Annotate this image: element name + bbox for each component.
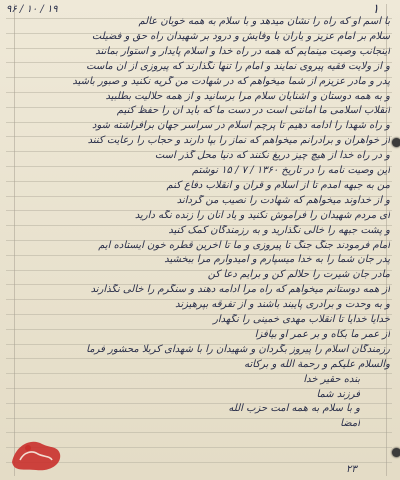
handwritten-line: از همه دوستانم میخواهم که راه مرا ادامه دهند و سنگرم را خالی نگذارند bbox=[90, 284, 390, 296]
handwritten-line: مادر جان شیرت را حلالم کن و برایم دعا کن bbox=[207, 269, 390, 281]
handwritten-line: و به وحدت و برادری پایبند باشند و از تفرقه بپرهیزند bbox=[175, 299, 390, 311]
handwritten-line: و از خداوند میخواهم که شهادت را نصیب من گرداند bbox=[176, 194, 390, 206]
handwritten-line: با اسم او که راه را نشان میدهد و با سلام به همه خوبان عالم bbox=[138, 16, 390, 27]
handwritten-line: و در راه خدا از هیچ چیز دریغ نکنند که دنیا محل گذر است bbox=[154, 150, 390, 162]
handwritten-line: و با سلام به همه امت حزب الله bbox=[228, 403, 360, 415]
red-emblem-logo bbox=[6, 432, 64, 476]
handwritten-line: این وصیت نامه را در تاریخ ۱۳۶۰ / ۷ / ۱۵ نوشتم bbox=[191, 165, 390, 176]
handwritten-line: و از ولایت فقیه پیروی نمایند و امام را تنها نگذارند که پیروزی از آن ماست bbox=[86, 60, 390, 72]
page-number: ۱ bbox=[372, 2, 379, 17]
handwritten-line: امضا bbox=[340, 418, 360, 430]
handwritten-line: بنده حقیر خدا bbox=[303, 373, 360, 385]
handwritten-line: و به همه دوستان و آشنایان سلام مرا برسانید و از همه حلالیت بطلبید bbox=[105, 90, 390, 102]
binder-hole-top bbox=[392, 138, 400, 147]
handwritten-line: سلام بر امام عزیز و یاران با وفایش و درود بر شهیدان راه حق و فضیلت bbox=[91, 30, 390, 42]
handwritten-line: از خواهران و برادرانم میخواهم که نماز را بپا دارند و حجاب را رعایت کنند bbox=[87, 135, 390, 147]
handwritten-line: و پشت جبهه را خالی نگذارید و به رزمندگان کمک کنید bbox=[168, 224, 390, 236]
handwritten-line: من به جبهه آمدم تا از اسلام و قرآن و انقلاب دفاع کنم bbox=[166, 179, 390, 191]
handwritten-line: رزمندگان اسلام را پیروز بگردان و شهیدان را با شهدای کربلا محشور فرما bbox=[86, 343, 390, 355]
handwritten-line: والسلام علیکم و رحمة الله و برکاته bbox=[244, 358, 390, 370]
handwritten-line: فرزند شما bbox=[316, 388, 360, 400]
handwritten-line: ای مردم شهیدان را فراموش نکنید و یاد آنان را زنده نگه دارید bbox=[134, 209, 390, 221]
handwritten-line: پدر و مادر عزیزم از شما میخواهم که در شهادت من گریه نکنید و صبور باشید bbox=[72, 75, 390, 87]
handwritten-line: پدر جان شما را به خدا میسپارم و امیدوارم مرا ببخشید bbox=[164, 254, 390, 266]
handwritten-line: و راه شهدا را ادامه دهیم تا پرچم اسلام در سراسر جهان برافراشته شود bbox=[92, 120, 390, 132]
handwritten-line: خدایا خدایا تا انقلاب مهدی خمینی را نگهدار bbox=[213, 314, 390, 325]
handwritten-line: انقلاب اسلامی ما امانتی است در دست ما که باید آن را حفظ کنیم bbox=[116, 105, 390, 117]
handwritten-line: اینجانب وصیت مینمایم که همه در راه خدا و اسلام پایدار و استوار بمانند bbox=[95, 45, 390, 57]
header-date: ۹۶ / ۱۰ / ۱۹ bbox=[6, 4, 58, 15]
handwritten-line: امام فرمودند جنگ جنگ تا پیروزی و ما تا آخرین قطره خون ایستاده ایم bbox=[98, 239, 390, 251]
handwritten-line: از عمر ما بکاه و بر عمر او بیافزا bbox=[254, 328, 390, 340]
binder-hole-bottom bbox=[392, 448, 400, 457]
bottom-mark: ۲۳ bbox=[346, 464, 357, 475]
